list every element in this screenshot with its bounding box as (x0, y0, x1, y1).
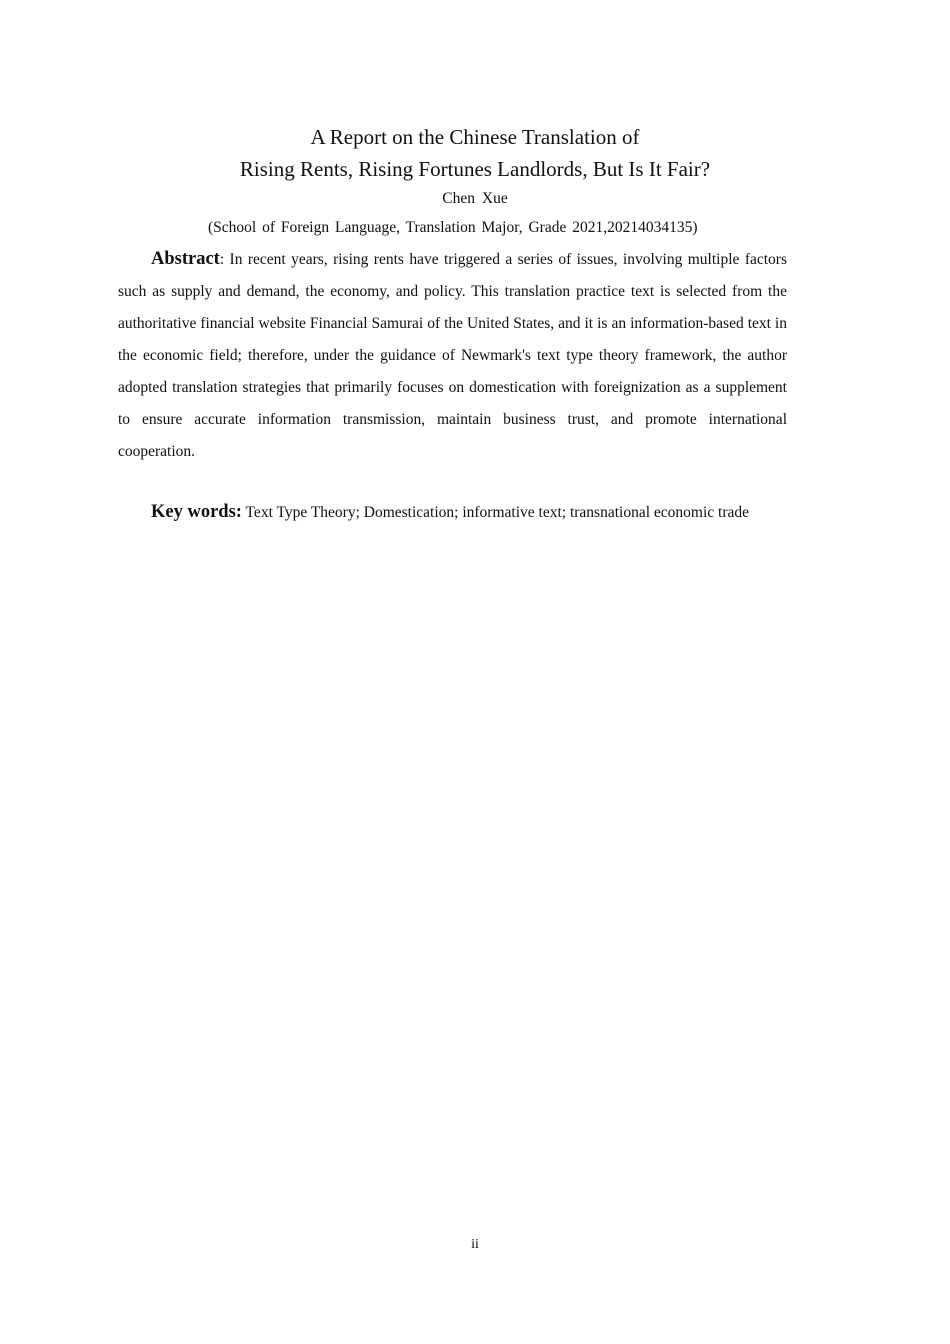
keywords-label: Key words: (151, 502, 242, 522)
keywords-text: Text Type Theory; Domestication; informative text; transnational economic trade (241, 504, 749, 521)
abstract-label: Abstract (151, 249, 220, 269)
page-number: ii (471, 1237, 479, 1252)
title-line-2: Rising Rents, Rising Fortunes Landlords, But Is It Fair? (239, 157, 711, 181)
abstract-paragraph (118, 243, 787, 468)
keywords-paragraph (118, 497, 787, 528)
author-name: Chen Xue (442, 190, 508, 207)
title-line-1: A Report on the Chinese Translation of (310, 125, 640, 149)
author-affiliation: (School of Foreign Language, Translation Major, Grade 2021,20214034135) (208, 219, 698, 236)
abstract-text: : In recent years, rising rents have triggered a series of issues, involving multiple factors such as supply and demand, the economy, and policy. This translation practice text is selected from the authoritative financial website Financial Samurai of the United States, and it is an information-based text in the economic field; therefore, under the guidance of Newmark's text type theory framework, the author adopted translation strategies that primarily focuses on domestication with foreignization as a supplement to ensure accurate information transmission, maintain business trust, and promote international cooperation. (118, 251, 787, 460)
